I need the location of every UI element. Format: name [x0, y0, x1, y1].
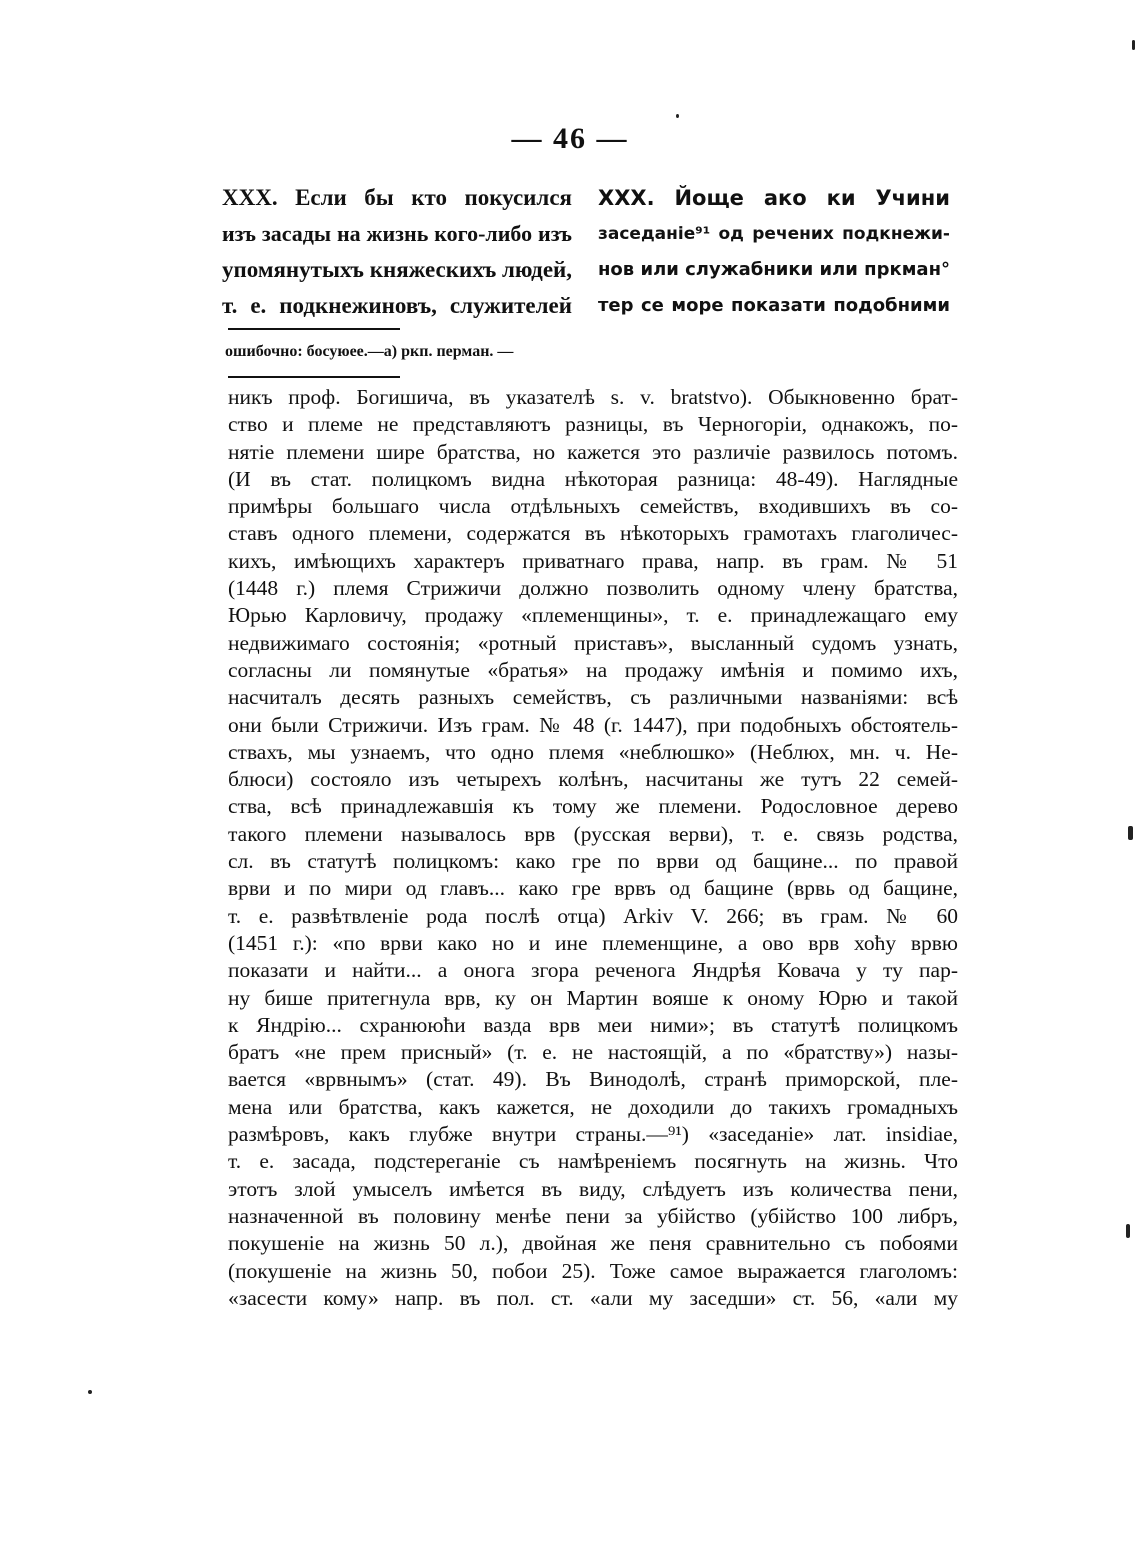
text-line: покушеніе на жизнь 50 л.), двойная же пеня сравнительно съ побоями [228, 1231, 958, 1256]
commentary-text [228, 384, 958, 1312]
scan-speck [1132, 40, 1135, 50]
text-line: нятіе племени шире братства, но кажется это различіе развилось потомъ. [228, 439, 958, 464]
text-line: насчиталъ десять разныхъ семействъ, съ различными названіями: всѣ [228, 685, 958, 710]
text-line: никъ проф. Богишича, въ указателѣ s. v. bratstvo). Обыкновенно брат- [228, 385, 958, 409]
footnote-separator-bottom [228, 376, 400, 378]
text-line: ставъ одного племени, содержатся въ нѣкоторыхъ грамотахъ глаголичес- [228, 521, 958, 546]
text-line: размѣровъ, какъ глубже внутри страны.—⁹¹) «заседаніе» лат. insidiae, [228, 1122, 958, 1147]
text-line: ства, всѣ принадлежавшія къ тому же племени. Родословное дерево [228, 794, 958, 819]
text-line: кихъ, имѣющихъ характеръ приватнаго права, напр. въ грам. № 51 [228, 548, 958, 573]
column-line: изъ засады на жизнь кого-либо изъ [222, 221, 572, 246]
text-line: сл. въ статутѣ полицкомъ: како гре по врви од бащине... по правой [228, 849, 958, 874]
original-text-column [598, 180, 950, 324]
column-line: упомянутыхъ княжескихъ людей, [222, 257, 572, 282]
column-line: XXX. Йоще ако ки Учини [598, 186, 950, 210]
text-line: этотъ злой умыселъ имѣется въ виду, слѣдуетъ изъ количества пени, [228, 1176, 958, 1201]
text-line: ну бише притегнула врв, ку он Мартин вояше к оному Юрю и такой [228, 985, 958, 1010]
column-line: нов или служабники или пркман° [598, 259, 950, 280]
text-line: ство и племе не представляютъ разницы, въ Черногоріи, однакожъ, по- [228, 412, 958, 437]
scan-speck [676, 114, 679, 118]
text-line: (1451 г.): «по врви како но и ине племенщине, а ово врв хоћу врвю [228, 930, 958, 955]
text-line: показати и найти... а онога згора реченога Яндрѣя Ковача у ту пар- [228, 958, 958, 983]
text-line: (1448 г.) племя Стрижичи должно позволить одному члену братства, [228, 576, 958, 601]
text-line: согласны ли помянутые «братья» на продажу имѣнія и помимо ихъ, [228, 657, 958, 682]
russian-column [222, 180, 572, 324]
footnote-separator-top [228, 328, 400, 330]
text-line: «засести кому» напр. въ пол. ст. «али му заседши» ст. 56, «али му [228, 1285, 958, 1310]
text-line: назначенной въ половину менѣе пени за убійство (убійство 100 либръ, [228, 1203, 958, 1228]
text-line: такого племени называлось врв (русская верви), т. е. связь родства, [228, 821, 958, 846]
text-line: братъ «не прем присный» (т. е. не настоящій, а по «братству») назы- [228, 1040, 958, 1065]
scan-speck [1128, 826, 1133, 840]
text-line: примѣры большаго числа отдѣльныхъ семействъ, входившихъ въ со- [228, 494, 958, 519]
text-line: к Яндрію... схранююћи вазда врв меи ними»; въ статутѣ полицкомъ [228, 1012, 958, 1037]
text-line: т. е. развѣтвленіе рода послѣ отца) Arkiv V. 266; въ грам. № 60 [228, 903, 958, 928]
page-number: — 46 — [511, 122, 629, 155]
text-line: (И въ стат. полицкомъ видна нѣкоторая разница: 48-49). Наглядные [228, 466, 958, 491]
text-line: т. е. засада, подстереганіе съ намѣреніемъ посягнуть на жизнь. Что [228, 1149, 958, 1174]
text-line: ствахъ, мы узнаемъ, что одно племя «неблюшко» (Неблюх, мн. ч. Не- [228, 739, 958, 764]
text-line: врви и по мири од главъ... како гре врвъ од бащине (врвь од бащине, [228, 876, 958, 901]
column-line: т. е. подкнежиновъ, служителей [222, 293, 572, 318]
text-line: вается «врвнымъ» (стат. 49). Въ Винодолѣ, странѣ приморской, пле- [228, 1067, 958, 1092]
scan-speck [88, 1390, 92, 1394]
text-line: недвижимаго состоянія; «ротный приставъ», высланный судомъ узнать, [228, 630, 958, 655]
scan-speck [1126, 1224, 1130, 1238]
text-line: мена или братства, какъ кажется, не доходили до такихъ громадныхъ [228, 1094, 958, 1119]
text-line: (покушеніе на жизнь 50, побои 25). Тоже самое выражается глаголомъ: [228, 1258, 958, 1283]
column-line: заседаніе⁹¹ од речених подкнежи- [598, 224, 950, 244]
column-line: тер се море показати подобними [598, 295, 950, 316]
column-line: XXX. Если бы кто покусился [222, 185, 572, 210]
text-line: они были Стрижичи. Изъ грам. № 48 (г. 1447), при подобныхъ обстоятель- [228, 712, 958, 737]
text-line: Юрью Карловичу, продажу «племенщины», т. е. принадлежащаго ему [228, 603, 958, 628]
footnote: ошибочно: босуюее.—а) ркп. перман. — [225, 343, 514, 360]
text-line: блюси) состояло изъ четырехъ колѣнъ, насчитаны же тутъ 22 семей- [228, 767, 958, 792]
